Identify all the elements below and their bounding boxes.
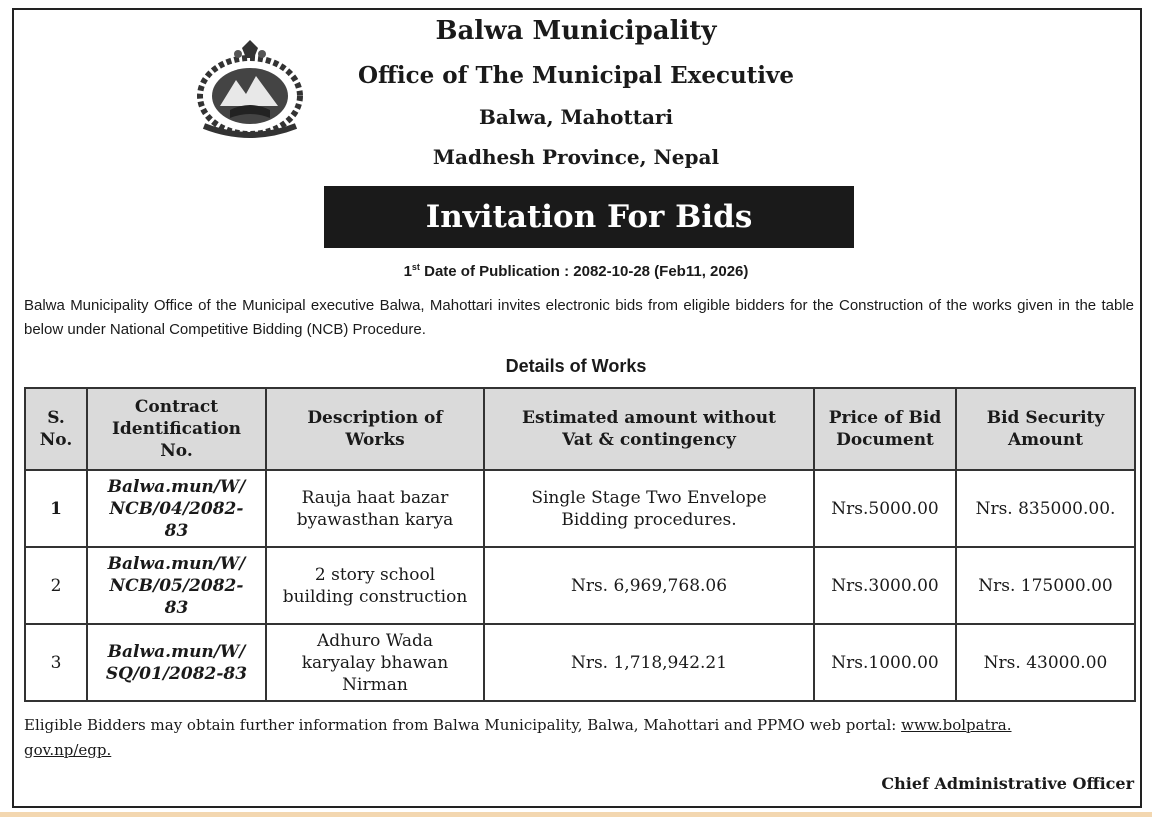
cell-line: Bidding procedures. bbox=[561, 509, 737, 530]
cell-bid-security: Nrs. 43000.00 bbox=[956, 624, 1135, 701]
works-table bbox=[24, 387, 1136, 702]
ppmo-portal-link-continued[interactable]: gov.np/egp. bbox=[24, 741, 112, 759]
cell-estimated-amount bbox=[484, 624, 814, 701]
cell-line: Nirman bbox=[342, 674, 408, 695]
cell-line: NCB/05/2082- bbox=[109, 575, 244, 596]
header-line: Document bbox=[836, 430, 934, 450]
cell-line: karyalay bhawan bbox=[301, 652, 449, 673]
header-line: Vat & contingency bbox=[562, 430, 736, 450]
cell-description bbox=[266, 547, 484, 624]
cell-line: Balwa.mun/W/ bbox=[107, 641, 246, 662]
cell-estimated-amount bbox=[484, 547, 814, 624]
cell-estimated-amount bbox=[484, 470, 814, 547]
cell-line: Rauja haat bazar bbox=[301, 487, 449, 508]
cell-line: 83 bbox=[164, 597, 189, 618]
office-name: Office of The Municipal Executive bbox=[357, 62, 795, 89]
cell-description bbox=[266, 624, 484, 701]
table-row bbox=[25, 624, 1135, 701]
cell-sno: 1 bbox=[25, 470, 87, 547]
header-line: Identification bbox=[111, 419, 242, 439]
header-line: S. bbox=[47, 408, 65, 428]
cell-bid-price: Nrs.5000.00 bbox=[814, 470, 956, 547]
cell-sno: 2 bbox=[25, 547, 87, 624]
header-line: Estimated amount without bbox=[521, 408, 776, 428]
signature-title: Chief Administrative Officer bbox=[881, 774, 1134, 793]
office-location: Balwa, Mahottari bbox=[478, 105, 674, 129]
header-line: Price of Bid bbox=[828, 408, 942, 428]
header-line: Works bbox=[345, 430, 405, 450]
header-bid-security bbox=[956, 388, 1135, 470]
cell-line: Single Stage Two Envelope bbox=[531, 487, 767, 508]
cell-bid-price: Nrs.1000.00 bbox=[814, 624, 956, 701]
header-description bbox=[266, 388, 484, 470]
cell-sno: 3 bbox=[25, 624, 87, 701]
header-line: No. bbox=[39, 430, 73, 450]
municipality-name: Balwa Municipality bbox=[435, 16, 717, 46]
header-sno bbox=[25, 388, 87, 470]
cell-line: 83 bbox=[164, 520, 189, 541]
cell-line: Nrs. 6,969,768.06 bbox=[570, 575, 728, 596]
cell-line: Nrs. 1,718,942.21 bbox=[570, 652, 728, 673]
header-line: Description of bbox=[307, 408, 443, 428]
cell-bid-security: Nrs. 175000.00 bbox=[956, 547, 1135, 624]
table-row bbox=[25, 547, 1135, 624]
header-line: Amount bbox=[1007, 430, 1084, 450]
cell-line: Balwa.mun/W/ bbox=[107, 476, 246, 497]
table-header-row bbox=[25, 388, 1135, 470]
footer-text: Eligible Bidders may obtain further information from Balwa Municipality, Balwa, Mahottari and PPMO web portal: bbox=[24, 716, 902, 734]
office-province: Madhesh Province, Nepal bbox=[432, 145, 720, 169]
cell-line: SQ/01/2082-83 bbox=[105, 663, 248, 684]
cell-line: Balwa.mun/W/ bbox=[107, 553, 246, 574]
title-banner: Invitation For Bids bbox=[324, 186, 854, 248]
publication-ordinal-suffix: st bbox=[411, 262, 420, 272]
header-line: No. bbox=[160, 441, 193, 461]
header-line: Contract bbox=[134, 397, 219, 417]
cell-line: building construction bbox=[282, 586, 468, 607]
header-contract-id bbox=[87, 388, 266, 470]
publication-ordinal: 1 bbox=[403, 263, 412, 280]
cell-description bbox=[266, 470, 484, 547]
publication-date-label: Date of Publication : 2082-10-28 (Feb11, 2026) bbox=[419, 263, 749, 280]
cell-bid-security: Nrs. 835000.00. bbox=[956, 470, 1135, 547]
cell-contract-id bbox=[87, 624, 266, 701]
cell-line: NCB/04/2082- bbox=[109, 498, 244, 519]
details-heading: Details of Works bbox=[505, 356, 647, 376]
bottom-strip bbox=[0, 812, 1152, 817]
cell-line: byawasthan karya bbox=[296, 509, 454, 530]
cell-bid-price: Nrs.3000.00 bbox=[814, 547, 956, 624]
publication-date bbox=[0, 262, 1152, 280]
header-bid-price bbox=[814, 388, 956, 470]
header-estimated-amount bbox=[484, 388, 814, 470]
table-row bbox=[25, 470, 1135, 547]
intro-paragraph: Balwa Municipality Office of the Municipal executive Balwa, Mahottari invites electronic bids from eligible bidders for the Construction of the works given in the table below under National Competitive Bidding (NCB) Procedure. bbox=[24, 297, 1134, 338]
cell-contract-id bbox=[87, 470, 266, 547]
cell-line: Adhuro Wada bbox=[317, 630, 433, 651]
header-line: Bid Security bbox=[986, 408, 1105, 428]
ppmo-portal-link[interactable]: www.bolpatra. bbox=[901, 716, 1012, 734]
cell-contract-id bbox=[87, 547, 266, 624]
cell-line: 2 story school bbox=[314, 564, 436, 585]
footer-note bbox=[24, 713, 1134, 763]
